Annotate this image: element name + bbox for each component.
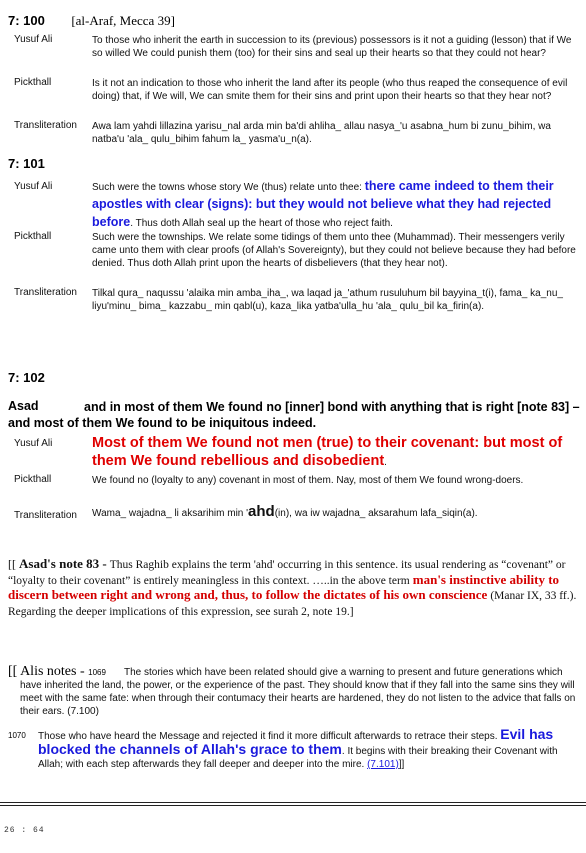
pickthall-translation: Is it not an indication to those who inherit the land after its people (who thus reaped the consequence of evil doing) that, if We will, We can smite them for their sins and print upon their hearts so that they hear not? [92,78,568,102]
transliteration-label: Transliteration [14,120,77,131]
asad-note-83 [8,557,580,619]
highlighted-translation: there came indeed to them their apostles with clear (signs): but they would not believe what they had rejected before [92,179,554,229]
ali-note-1069: The stories which have been related should give a warning to present and future generations which have inherited the land, the power, or the experience of the past. They should know that if they fall into the same sins they will meet with the same fate: when through their contumacy their hearts are hardened, they do not listen to the advice that falls on their ears. (7.100) [20,667,576,717]
translation-text: Such were the towns whose story We (thus) relate unto thee: [92,182,362,193]
note-number: 1070 [8,731,26,740]
ali-note-1070 [38,728,583,771]
note-text: Those who have heard the Message and rejected it find it more difficult afterwards to retrace their steps. [38,731,498,742]
pickthall-label: Pickthall [14,77,52,88]
verse-number: 7: 102 [8,370,45,385]
yusuf-ali-translation: To those who inherit the earth in succession to its (previous) possessors is it not a guiding (lesson) that if We so willed We could punish them (too) for their sins and seal up their hearts so that they could not hear? [92,35,572,59]
page-indicator: 26 : 64 [4,826,45,835]
transliteration-label: Transliteration [14,287,77,298]
bracket-close: ]] [398,759,405,770]
transliteration-text: Awa lam yahdi lillazina yarisu_nal arda min ba'di ahliha_ allau nasya_'u asabna_hum bi zunu_bihim, wa natba'u 'ala_ qulu_bihim fahum la_ yasma'u_n(a). [92,121,551,145]
surah-reference: [al-Araf, Mecca 39] [71,13,175,28]
transliteration-label: Transliteration [14,510,77,521]
verse-link[interactable]: (7.101) [367,759,399,770]
separator-line [0,802,586,803]
yusuf-ali-label: Yusuf Ali [14,438,53,449]
separator-line [0,805,586,806]
yusuf-ali-translation [92,178,584,232]
verse-number: 7: 100 [8,13,45,28]
highlighted-translation: Most of them We found not men (true) to their covenant: but most of them We found rebellious and disobedient [92,435,563,469]
transliteration-text: Tilkal qura_ naqussu 'alaika min amba_iha_, wa laqad ja_'athum rusuluhum bil bayyina_t(i), fama_ ka_nu_ liyu'minu_ bima_ kazzabu_ min qabl(u), kaza_lika yatba'ulla_hu 'ala_ qulu_bil ka_firin(a). [92,288,563,312]
translit-part: (in), wa iw wajadna_ aksarahum lafa_siqin(a). [274,508,478,519]
translit-part: Wama_ wajadna_ li aksarihim min ' [92,508,249,519]
yusuf-ali-translation [92,434,582,470]
yusuf-ali-label: Yusuf Ali [14,181,53,192]
asad-translation: and in most of them We found no [inner] bond with anything that is right [note 83] – and most of them We found to be iniquitous indeed. [8,400,580,430]
note-text: Thus Raghib explains the term 'ahd' occurring in this sentence. its usual rendering as “covenant” or “loyalty to their covenant” is entirely meaningless in this context. …..in the above term [8,559,566,587]
bracket-open: [[ [8,664,18,679]
note-heading: Asad's note 83 - [19,556,107,571]
yusuf-ali-label: Yusuf Ali [14,34,53,45]
transliteration-text [92,505,572,520]
verse-number: 7: 101 [8,156,45,171]
asad-label: Asad [8,399,39,413]
note-text: (Manar IX, 33 ff.). Regarding the deeper implications of this expression, see surah 2, note 19.] [8,590,577,618]
note-heading: Alis notes - [20,664,85,679]
note-text: . It begins with their breaking their Covenant with Allah; with each step afterwards they fall deeper and deeper into the mire. [38,746,558,770]
highlighted-note: Evil has blocked the channels of Allah's grace to them [38,726,554,757]
pickthall-translation: We found no (loyalty to any) covenant in most of them. Nay, most of them We found wrong-doers. [92,475,524,486]
translation-text: . [384,457,387,468]
verse-7-100-heading [8,12,175,30]
note-number: 1069 [88,668,106,677]
translation-text: . Thus doth Allah seal up the heart of those who reject faith. [130,218,393,229]
highlighted-note: man's instinctive ability to discern between right and wrong and, thus, to follow the dictates of his own conscience [8,571,560,602]
pickthall-label: Pickthall [14,231,52,242]
pickthall-translation: Such were the townships. We relate some tidings of them unto thee (Muhammad). Their messengers verily came unto them with clear proofs (of Allah's Sovereignty), but they could not believe because they had before denied. Thus doth Allah print upon the hearts of disbelievers (that they hear not). [92,232,576,269]
emphasized-term: ahd [248,503,275,520]
pickthall-label: Pickthall [14,474,52,485]
bracket-open: [[ [8,557,16,571]
